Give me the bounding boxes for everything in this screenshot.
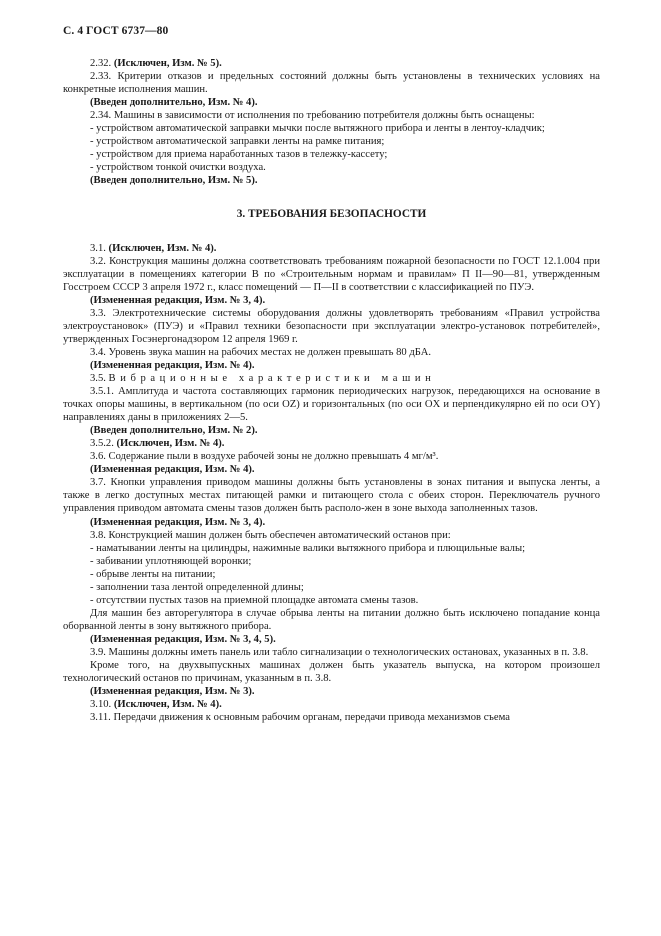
amendment-note: (Измененная редакция, Изм. № 3). bbox=[90, 686, 255, 698]
list-item: - устройством для приема наработанных тазов в тележку-кассету; bbox=[90, 149, 388, 161]
section-title: 3. ТРЕБОВАНИЯ БЕЗОПАСНОСТИ bbox=[236, 208, 427, 221]
amendment-note: (Измененная редакция, Изм. № 4). bbox=[90, 464, 255, 476]
clause-2-32 bbox=[63, 57, 600, 70]
clause-number: 2.32. bbox=[90, 58, 112, 69]
clause-number: 3.1. bbox=[90, 242, 106, 254]
list-item: - забивании уплотняющей воронки; bbox=[90, 555, 252, 567]
clause-text: (Исключен, Изм. № 4). bbox=[113, 699, 222, 711]
amendment-note: (Измененная редакция, Изм. № 3, 4). bbox=[90, 516, 266, 528]
clause-3-10 bbox=[63, 698, 600, 711]
clause-3-7: 3.7. Кнопки управления приводом машины должны быть установлены в зонах питания и выпуска ленты, а также в легко доступных местах питающей рамки и питающего стола с обеих сторон. Переключатель ручного управления приводом автомата смены тазов должен быть располо-жен в зоне выхода заполненных тазов. bbox=[63, 477, 600, 515]
clause-3-5-2 bbox=[63, 437, 600, 450]
clause-3-11: 3.11. Передачи движения к основным рабочим органам, передачи привода механизмов съема bbox=[90, 712, 510, 724]
clause-3-4: 3.4. Уровень звука машин на рабочих местах не должен превышать 80 дБА. bbox=[90, 346, 431, 358]
clause-text: (Исключен, Изм. № 5). bbox=[113, 58, 222, 69]
list-item: - устройством тонкой очистки воздуха. bbox=[90, 162, 266, 174]
amendment-note: (Введен дополнительно, Изм. № 2). bbox=[90, 425, 258, 437]
list-item: - наматывании ленты на цилиндры, нажимные валики вытяжного прибора и плющильные валы; bbox=[90, 542, 526, 554]
clause-2-33: 2.33. Критерии отказов и предельных состояний должны быть установлены в технических условиях на конкретные исполнения машин. bbox=[63, 71, 600, 96]
amendment-note: (Измененная редакция, Изм. № 3, 4). bbox=[90, 294, 266, 306]
page-header: С. 4 ГОСТ 6737—80 bbox=[63, 25, 169, 37]
list-item: - заполнении таза лентой определенной длины; bbox=[90, 581, 304, 593]
clause-number: 3.10. bbox=[90, 699, 112, 711]
clause-heading: Вибрационные характеристики машин bbox=[108, 372, 436, 384]
clause-text: (Исключен, Изм. № 4). bbox=[116, 438, 225, 450]
amendment-note: (Введен дополнительно, Изм. № 4). bbox=[90, 97, 258, 109]
document-body bbox=[63, 57, 600, 724]
clause-3-9: 3.9. Машины должны иметь панель или табло сигнализации о технологических остановах, указанных в п. 3.8. bbox=[90, 646, 589, 658]
clause-number: 3.5.2. bbox=[90, 438, 114, 450]
list-item: - отсутствии пустых тазов на приемной площадке автомата смены тазов. bbox=[90, 594, 419, 606]
clause-3-8: 3.8. Конструкцией машин должен быть обеспечен автоматический останов при: bbox=[90, 529, 451, 541]
clause-number: 3.5. bbox=[90, 372, 106, 384]
amendment-note: (Измененная редакция, Изм. № 4). bbox=[90, 359, 255, 371]
clause-3-9-addendum: Кроме того, на двухвыпускных машинах должен быть указатель выпуска, на котором произошел технологический останов по причинам, указанным в п. 3.8. bbox=[63, 660, 600, 685]
list-item: - устройством автоматической заправки ленты на рамке питания; bbox=[90, 136, 385, 148]
clause-3-8-addendum: Для машин без авторегулятора в случае обрыва ленты на питании должно быть исключено попадание конца оборванной ленты в зону вытяжного прибора. bbox=[63, 607, 600, 632]
amendment-note: (Введен дополнительно, Изм. № 5). bbox=[90, 175, 258, 187]
clause-text: (Исключен, Изм. № 4). bbox=[108, 242, 217, 254]
list-item: - устройством автоматической заправки мычки после вытяжного прибора и ленты в лентоу-кладчик; bbox=[90, 123, 545, 135]
amendment-note: (Измененная редакция, Изм. № 3, 4, 5). bbox=[90, 633, 276, 645]
clause-3-3: 3.3. Электротехнические системы оборудования должны удовлетворять требованиям «Правил устройства электроустановок» (ПУЭ) и «Правил техники безопасности при эксплуатации электро-установок потребителей», утвержденных Госэнергонадзором 12 апреля 1969 г. bbox=[63, 307, 600, 345]
list-item: - обрыве ленты на питании; bbox=[90, 568, 216, 580]
clause-3-6: 3.6. Содержание пыли в воздухе рабочей зоны не должно превышать 4 мг/м³. bbox=[90, 451, 439, 463]
clause-3-5-1: 3.5.1. Амплитуда и частота составляющих гармоник периодических нагрузок, передающихся на основание в точках опоры машины, в вертикальном (по оси OZ) и горизонтальных (по оси OX и перпендикулярно ей по оси OY) направлениях даны в приложениях 2—5. bbox=[63, 386, 600, 424]
clause-3-1 bbox=[63, 242, 600, 255]
clause-2-34: 2.34. Машины в зависимости от исполнения по требованию потребителя должны быть оснащены: bbox=[90, 110, 535, 122]
clause-3-2: 3.2. Конструкция машины должна соответствовать требованиям пожарной безопасности по ГОСТ 12.1.004 при эксплуатации в помещениях категории В по «Строительным нормам и правилам» П II—90—81, утвержденным Госстроем СССР 3 апреля 1972 г., класс помещений — П—II в соответствии с классификацией по ПУЭ. bbox=[63, 255, 600, 293]
clause-3-5 bbox=[63, 372, 600, 385]
